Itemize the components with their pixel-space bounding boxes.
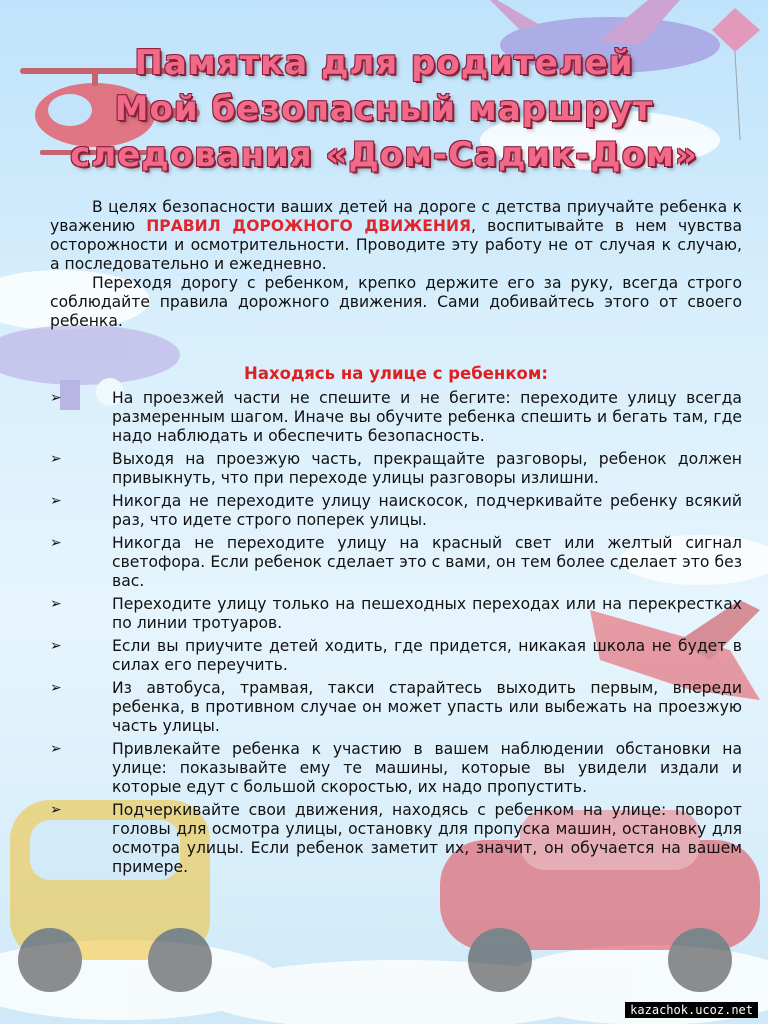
arrow-bullet-icon: ➢ (50, 390, 62, 406)
arrow-bullet-icon: ➢ (50, 638, 62, 654)
list-item-text: Никогда не переходите улицу наискосок, подчеркивайте ребенку всякий раз, что идете строго поперек улицы. (112, 492, 742, 529)
arrow-bullet-icon: ➢ (50, 451, 62, 467)
list-item-text: Если вы приучите детей ходить, где придется, никакая школа не будет в силах его переучить. (112, 637, 742, 674)
list-item (50, 492, 742, 530)
list-item-text: На проезжей части не спешите и не бегите: переходите улицу всегда размеренным шагом. Иначе вы обучите ребенка спешить и бегать там, где надо наблюдать и обеспечить безопасность. (112, 389, 742, 445)
list-item (50, 389, 742, 446)
list-item (50, 801, 742, 877)
list-item-text: Привлекайте ребенка к участию в вашем наблюдении обстановки на улице: показывайте ему те машины, которые вы увидели издали и которые едут с большой скоростью, их надо пропустить. (112, 740, 742, 796)
site-watermark: kazachok.ucoz.net (625, 1002, 758, 1018)
arrow-bullet-icon: ➢ (50, 493, 62, 509)
traffic-rules-highlight: ПРАВИЛ ДОРОЖНОГО ДВИЖЕНИЯ (146, 217, 472, 235)
list-item-text: Подчеркивайте свои движения, находясь с ребенком на улице: поворот головы для осмотра улицы, остановку для пропуска машин, остановку для осмотра улицы. Если ребенок заметит их, значит, он обучается на вашем примере. (112, 801, 742, 876)
arrow-bullet-icon: ➢ (50, 596, 62, 612)
list-item (50, 450, 742, 488)
advice-list (50, 389, 742, 877)
memo-content (50, 198, 742, 881)
arrow-bullet-icon: ➢ (50, 680, 62, 696)
list-item (50, 637, 742, 675)
list-item-text: Переходите улицу только на пешеходных переходах или на перекрестках по линии тротуаров. (112, 595, 742, 632)
list-item (50, 679, 742, 736)
arrow-bullet-icon: ➢ (50, 802, 62, 818)
intro-text-continued: , воспитывайте в нем чувства осторожности и осмотрительности. Проводите эту работу не от случая к случаю, а последовательно и ежедневно. (50, 217, 742, 273)
list-item-text: Из автобуса, трамвая, такси старайтесь выходить первым, впереди ребенка, в противном случае он может упасть или выбежать на проезжую часть улицы. (112, 679, 742, 735)
list-item (50, 740, 742, 797)
title-line-3: следования «Дом-Садик-Дом» (70, 135, 698, 175)
intro-paragraph-1 (50, 198, 742, 274)
page-title (0, 40, 768, 178)
list-item (50, 534, 742, 591)
intro-paragraph-2: Переходя дорогу с ребенком, крепко держите его за руку, всегда строго соблюдайте правила дорожного движения. Сами добивайтесь этого от своего ребенка. (50, 274, 742, 330)
list-item (50, 595, 742, 633)
title-line-1: Памятка для родителей (134, 43, 634, 83)
arrow-bullet-icon: ➢ (50, 535, 62, 551)
list-item-text: Никогда не переходите улицу на красный свет или желтый сигнал светофора. Если ребенок сделает это с вами, он тем более сделает это без вас. (112, 534, 742, 590)
title-line-2: Мой безопасный маршрут (114, 89, 654, 129)
intro-text: В целях безопасности ваших детей на дороге с детства приучайте ребенка к уважению (50, 198, 742, 235)
section-heading: Находясь на улице с ребенком: (244, 364, 548, 383)
list-item-text: Выходя на проезжую часть, прекращайте разговоры, ребенок должен привыкнуть, что при переходе улицы разговоры излишни. (112, 450, 742, 487)
arrow-bullet-icon: ➢ (50, 741, 62, 757)
